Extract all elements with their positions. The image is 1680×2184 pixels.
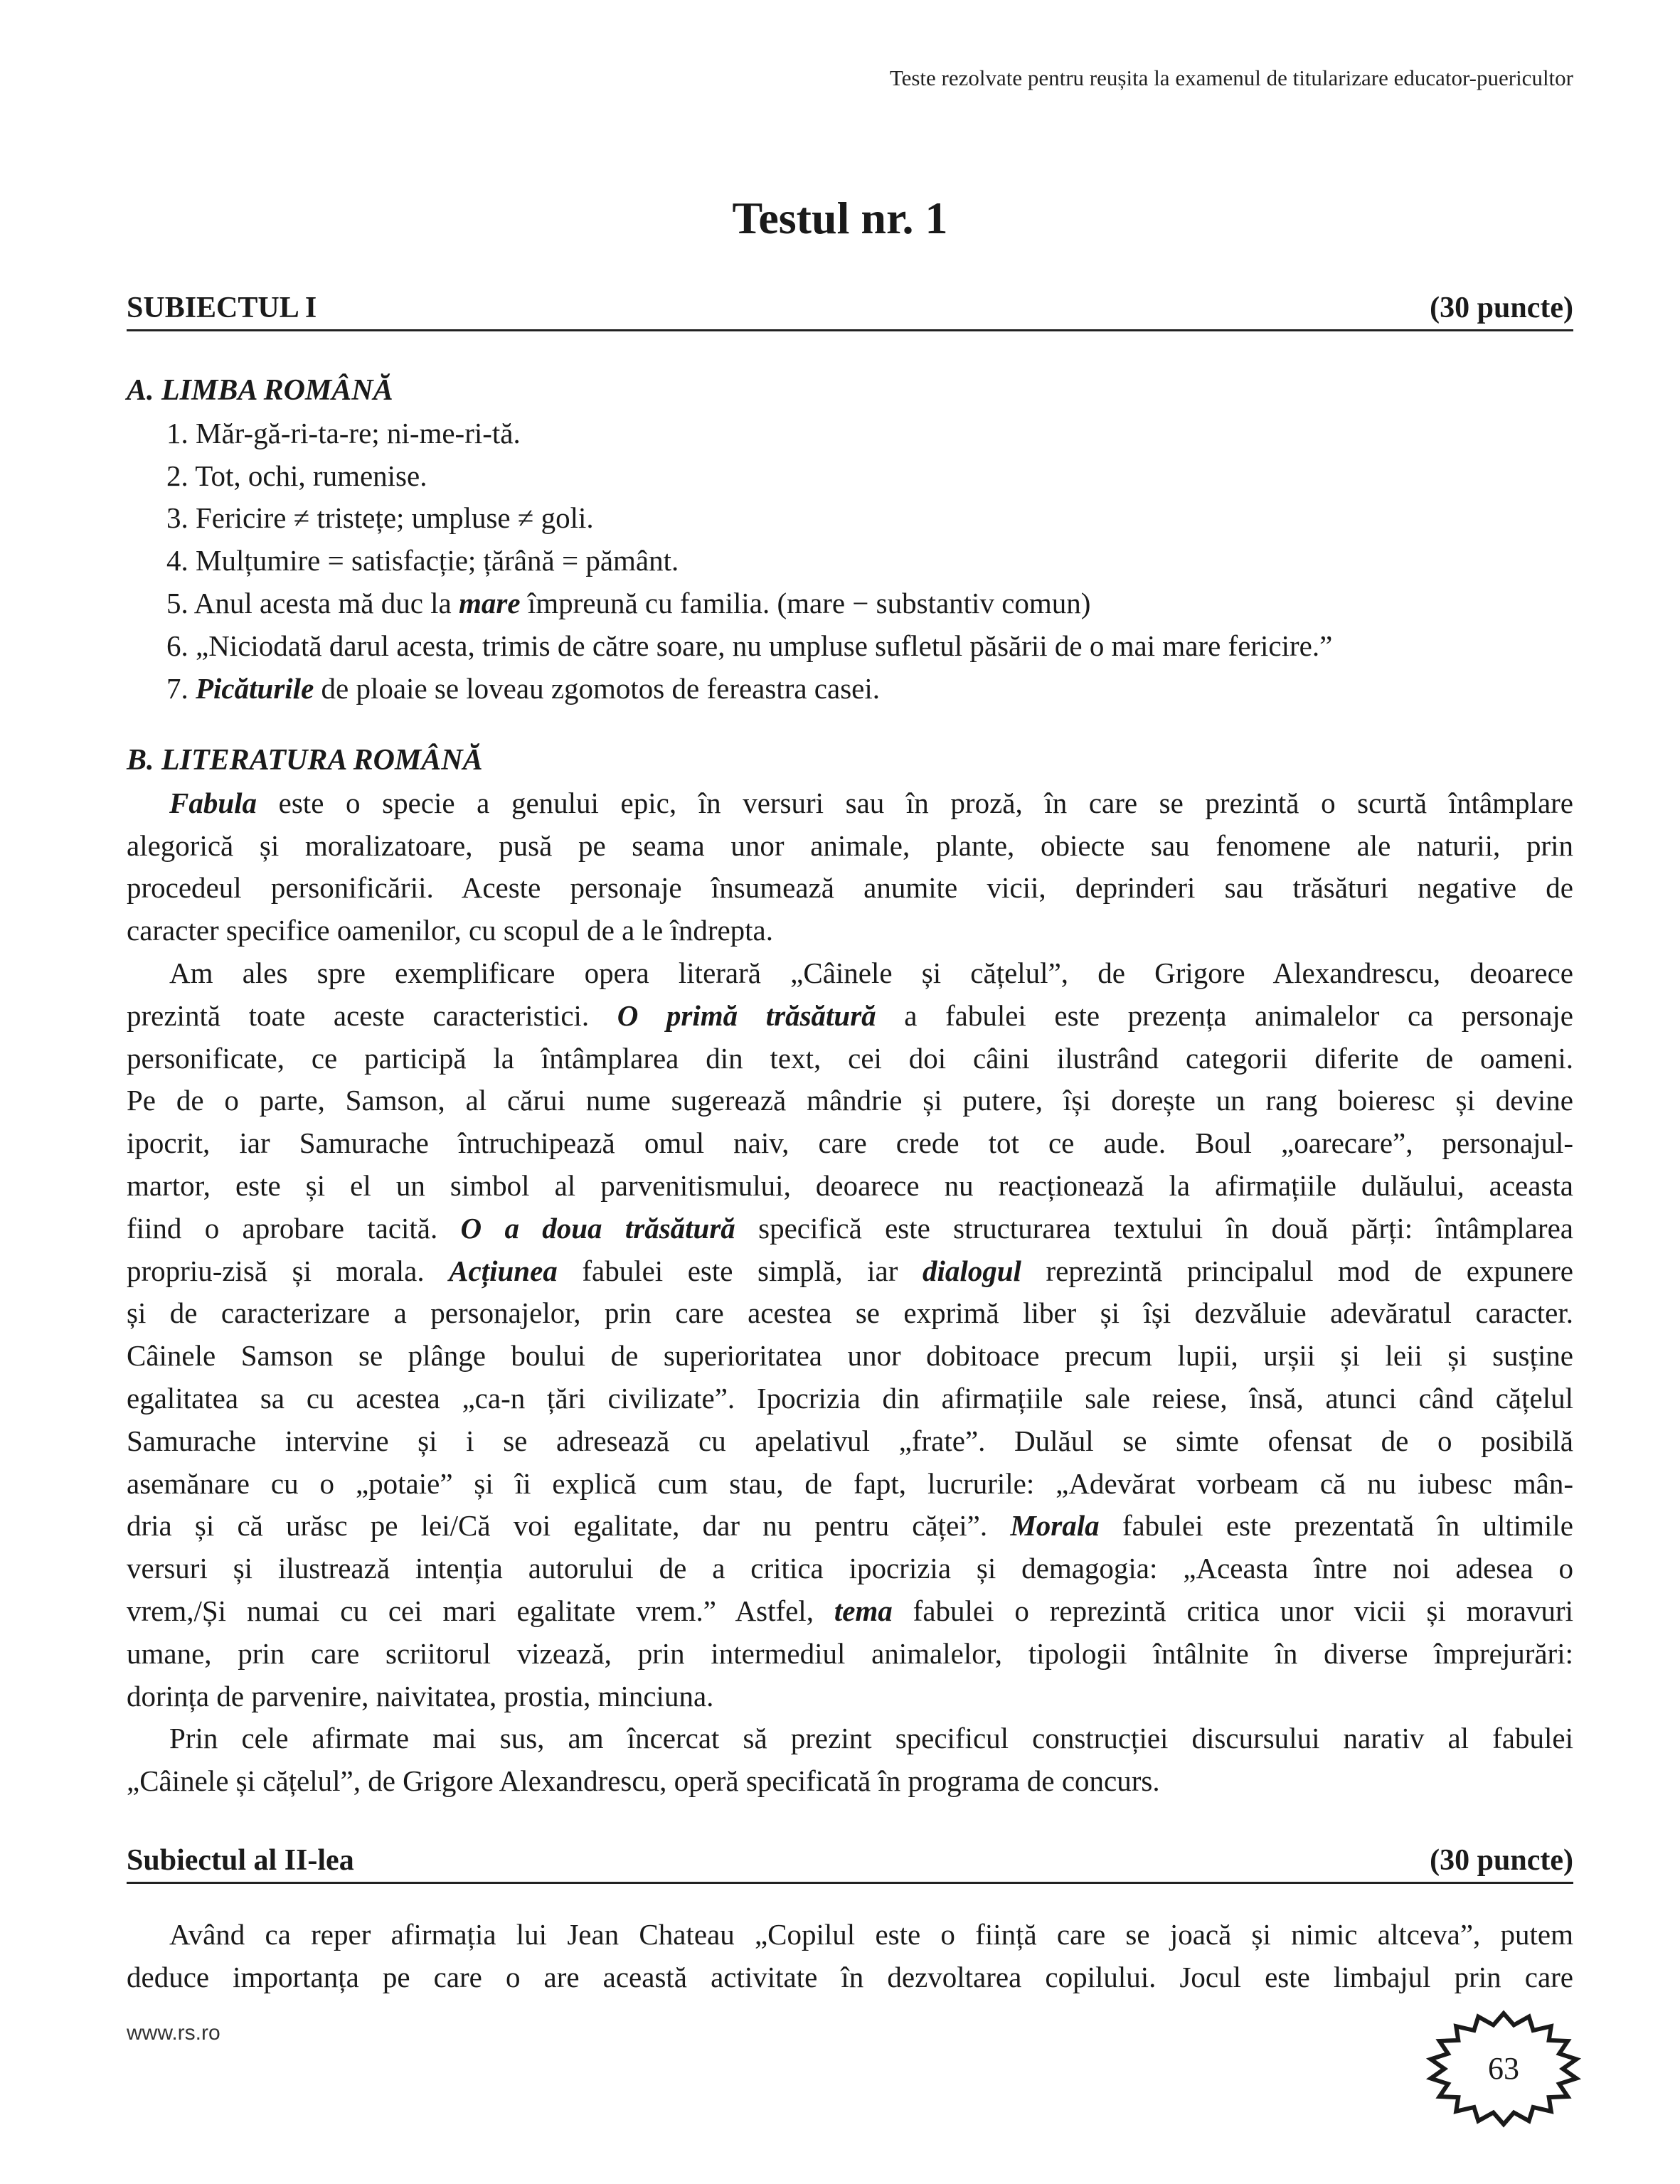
list-item: [127, 455, 1573, 498]
text-segment: Am ales spre exemplificare opera literară „Câinele și cățelul”, de Grigore Alexandrescu, deoarece: [169, 956, 1573, 989]
text-segment: fabulei o reprezintă critica unor vicii și moravuri: [892, 1594, 1573, 1627]
text-segment: ipocrit, iar Samurache întruchipează omul naiv, care crede tot ce aude. Boul „oarecare”, personajul-: [127, 1126, 1573, 1160]
answer-list: [127, 412, 1573, 710]
text-segment: reprezintă principalul mod de expunere: [1021, 1254, 1573, 1287]
section-label: Subiectul al II-lea: [127, 1844, 354, 1877]
text-segment: este o specie a genului epic, în versuri sau în proză, în care se prezintă o scurtă întâmplare: [257, 786, 1573, 819]
list-item: [127, 540, 1573, 582]
text-segment: versuri și ilustrează intenția autorului de a critica ipocrizia și demagogia: „Aceasta între noi adesea o: [127, 1552, 1573, 1585]
text-line: [127, 1956, 1573, 1999]
text-segment: a fabulei este prezența animalelor ca personaje: [876, 998, 1573, 1032]
text-segment: și de caracterizare a personajelor, prin care acestea se exprimă liber și își dezvăluie adevăratul caracter.: [127, 1296, 1573, 1330]
text-segment: Prin cele afirmate mai sus, am încercat să prezint specificul construcției discursului narativ al fabulei: [169, 1722, 1573, 1755]
text-segment: asemănare cu o „potaie” și îi explică cum stau, de fapt, lucrurile: „Adevărat vorbeam că nu iubesc mân-: [127, 1466, 1573, 1500]
footer-url: www.rs.ro: [127, 2021, 220, 2045]
text-segment: caracter specifice oamenilor, cu scopul de a le îndrepta.: [127, 914, 774, 947]
text-segment: Pe de o parte, Samson, al cărui nume sugerează mândrie și putere, își dorește un rang boieresc și devine: [127, 1084, 1573, 1117]
text-line: [127, 1378, 1573, 1420]
text-segment: specifică este structurarea textului în două părți: întâmplarea: [735, 1211, 1573, 1245]
essay-text: [127, 1914, 1573, 1999]
section-label: SUBIECTUL I: [127, 292, 317, 324]
text-segment: propriu-zisă și morala.: [127, 1254, 450, 1287]
text-segment: împreună cu familia. (mare − substantiv comun): [520, 586, 1091, 619]
text-line: [127, 1038, 1573, 1080]
text-line: [127, 825, 1573, 868]
section-header-subject-2: [127, 1839, 1573, 1884]
list-item: [127, 668, 1573, 710]
text-segment: 2. Tot, ochi, rumenise.: [166, 459, 427, 492]
text-segment: personificate, ce participă la întâmplarea din text, cei doi câini ilustrând categorii diferite de oameni.: [127, 1041, 1573, 1075]
page-title: Testul nr. 1: [732, 193, 948, 243]
text-segment: martor, este și el un simbol al parvenitismului, deoarece nu reacționează la afirmațiile dulăului, aceasta: [127, 1168, 1573, 1202]
text-segment: 3. Fericire ≠ tristețe; umpluse ≠ goli.: [166, 501, 594, 535]
emphasis-text: dialogul: [922, 1254, 1021, 1287]
list-item: [127, 582, 1573, 625]
text-line: [127, 1914, 1573, 1956]
text-line: [127, 1717, 1573, 1760]
text-segment: deduce importanța pe care o are această activitate în dezvoltarea copilului. Jocul este limbajul prin care: [127, 1960, 1573, 1993]
text-line: [127, 867, 1573, 910]
text-line: [127, 1165, 1573, 1208]
page-number-badge: [1425, 2010, 1582, 2128]
text-line: [127, 1633, 1573, 1676]
text-line: [127, 1335, 1573, 1378]
list-item: [127, 412, 1573, 455]
emphasis-text: Picăturile: [196, 671, 314, 705]
text-line: [127, 782, 1573, 825]
text-line: [127, 1505, 1573, 1548]
text-line: [127, 1760, 1573, 1803]
text-segment: dria și că urăsc pe lei/Că voi egalitate, dar nu pentru căței”.: [127, 1509, 1011, 1543]
text-line: [127, 952, 1573, 995]
emphasis-text: Acțiunea: [449, 1254, 558, 1287]
subject-2-text: [127, 1914, 1573, 1999]
text-line: [127, 1676, 1573, 1718]
text-segment: de ploaie se loveau zgomotos de fereastra casei.: [314, 671, 881, 705]
text-segment: 5. Anul acesta mă duc la: [166, 586, 459, 619]
emphasis-text: O primă trăsătură: [617, 998, 876, 1032]
text-line: [127, 1292, 1573, 1335]
list-item: [127, 625, 1573, 668]
emphasis-text: Morala: [1010, 1509, 1100, 1543]
text-segment: alegorică și moralizatoare, pusă pe seama unor animale, plante, obiecte sau fenomene ale naturii, prin: [127, 829, 1573, 862]
text-segment: Samurache intervine și i se adresează cu apelativul „frate”. Dulăul se simte ofensat de o posibilă: [127, 1424, 1573, 1457]
emphasis-text: Fabula: [169, 786, 257, 819]
text-segment: Având ca reper afirmația lui Jean Chateau „Copilul este o ființă care se joacă și nimic altceva”, putem: [169, 1918, 1573, 1951]
section-points: (30 puncte): [1430, 1844, 1573, 1877]
text-segment: fabulei este prezentată în ultimile: [1099, 1509, 1574, 1543]
text-segment: dorința de parvenire, naivitatea, prostia, minciuna.: [127, 1679, 714, 1712]
text-segment: procedeul personificării. Aceste personaje însumează anumite vicii, deprinderi sau trăsături negative de: [127, 871, 1573, 905]
text-line: [127, 1208, 1573, 1250]
text-line: [127, 1080, 1573, 1122]
text-line: [127, 1590, 1573, 1633]
essay-text: [127, 782, 1573, 1803]
text-segment: prezintă toate aceste caracteristici.: [127, 998, 617, 1032]
text-segment: umane, prin care scriitorul vizează, prin intermediul animalelor, tipologii întâlnite în diverse împrejurări:: [127, 1636, 1573, 1670]
text-segment: 1. Măr-gă-ri-ta-re; ni-me-ri-tă.: [166, 416, 521, 449]
text-line: [127, 1463, 1573, 1506]
text-segment: 7.: [166, 671, 196, 705]
part-a: [127, 370, 1573, 710]
running-header: Teste rezolvate pentru reușita la examenul de titularizare educator-puericultor: [889, 65, 1573, 90]
text-segment: „Câinele și cățelul”, de Grigore Alexandrescu, operă specificată în programa de concurs.: [127, 1764, 1160, 1798]
part-b-heading: B. LITERATURA ROMÂNĂ: [127, 744, 483, 777]
section-points: (30 puncte): [1430, 292, 1573, 324]
text-line: [127, 1420, 1573, 1463]
text-segment: fabulei este simplă, iar: [557, 1254, 923, 1287]
text-segment: egalitatea sa cu acestea „ca-n țări civilizate”. Ipocrizia din afirmațiile sale reiese, însă, atunci când cățelul: [127, 1381, 1573, 1415]
text-line: [127, 1250, 1573, 1293]
text-line: [127, 1122, 1573, 1165]
text-line: [127, 1548, 1573, 1590]
text-line: [127, 910, 1573, 952]
text-segment: vrem,/Și numai cu cei mari egalitate vrem.” Astfel,: [127, 1594, 834, 1627]
part-a-heading: A. LIMBA ROMÂNĂ: [127, 374, 393, 407]
text-segment: Câinele Samson se plânge boului de superioritatea unor dobitoace precum lupii, urșii și leii și susține: [127, 1339, 1573, 1373]
emphasis-text: mare: [459, 586, 521, 619]
page-number: 63: [1488, 2051, 1519, 2086]
list-item: [127, 497, 1573, 540]
text-segment: fiind o aprobare tacită.: [127, 1211, 461, 1245]
text-segment: 6. „Niciodată darul acesta, trimis de către soare, nu umpluse sufletul păsării de o mai mare fericire.”: [166, 629, 1333, 662]
emphasis-text: O a doua trăsătură: [460, 1211, 735, 1245]
emphasis-text: tema: [834, 1594, 893, 1627]
text-segment: 4. Mulțumire = satisfacție; țărână = pământ.: [166, 544, 679, 577]
text-line: [127, 995, 1573, 1038]
section-header-subject-1: [127, 287, 1573, 331]
part-b: [127, 740, 1573, 1803]
